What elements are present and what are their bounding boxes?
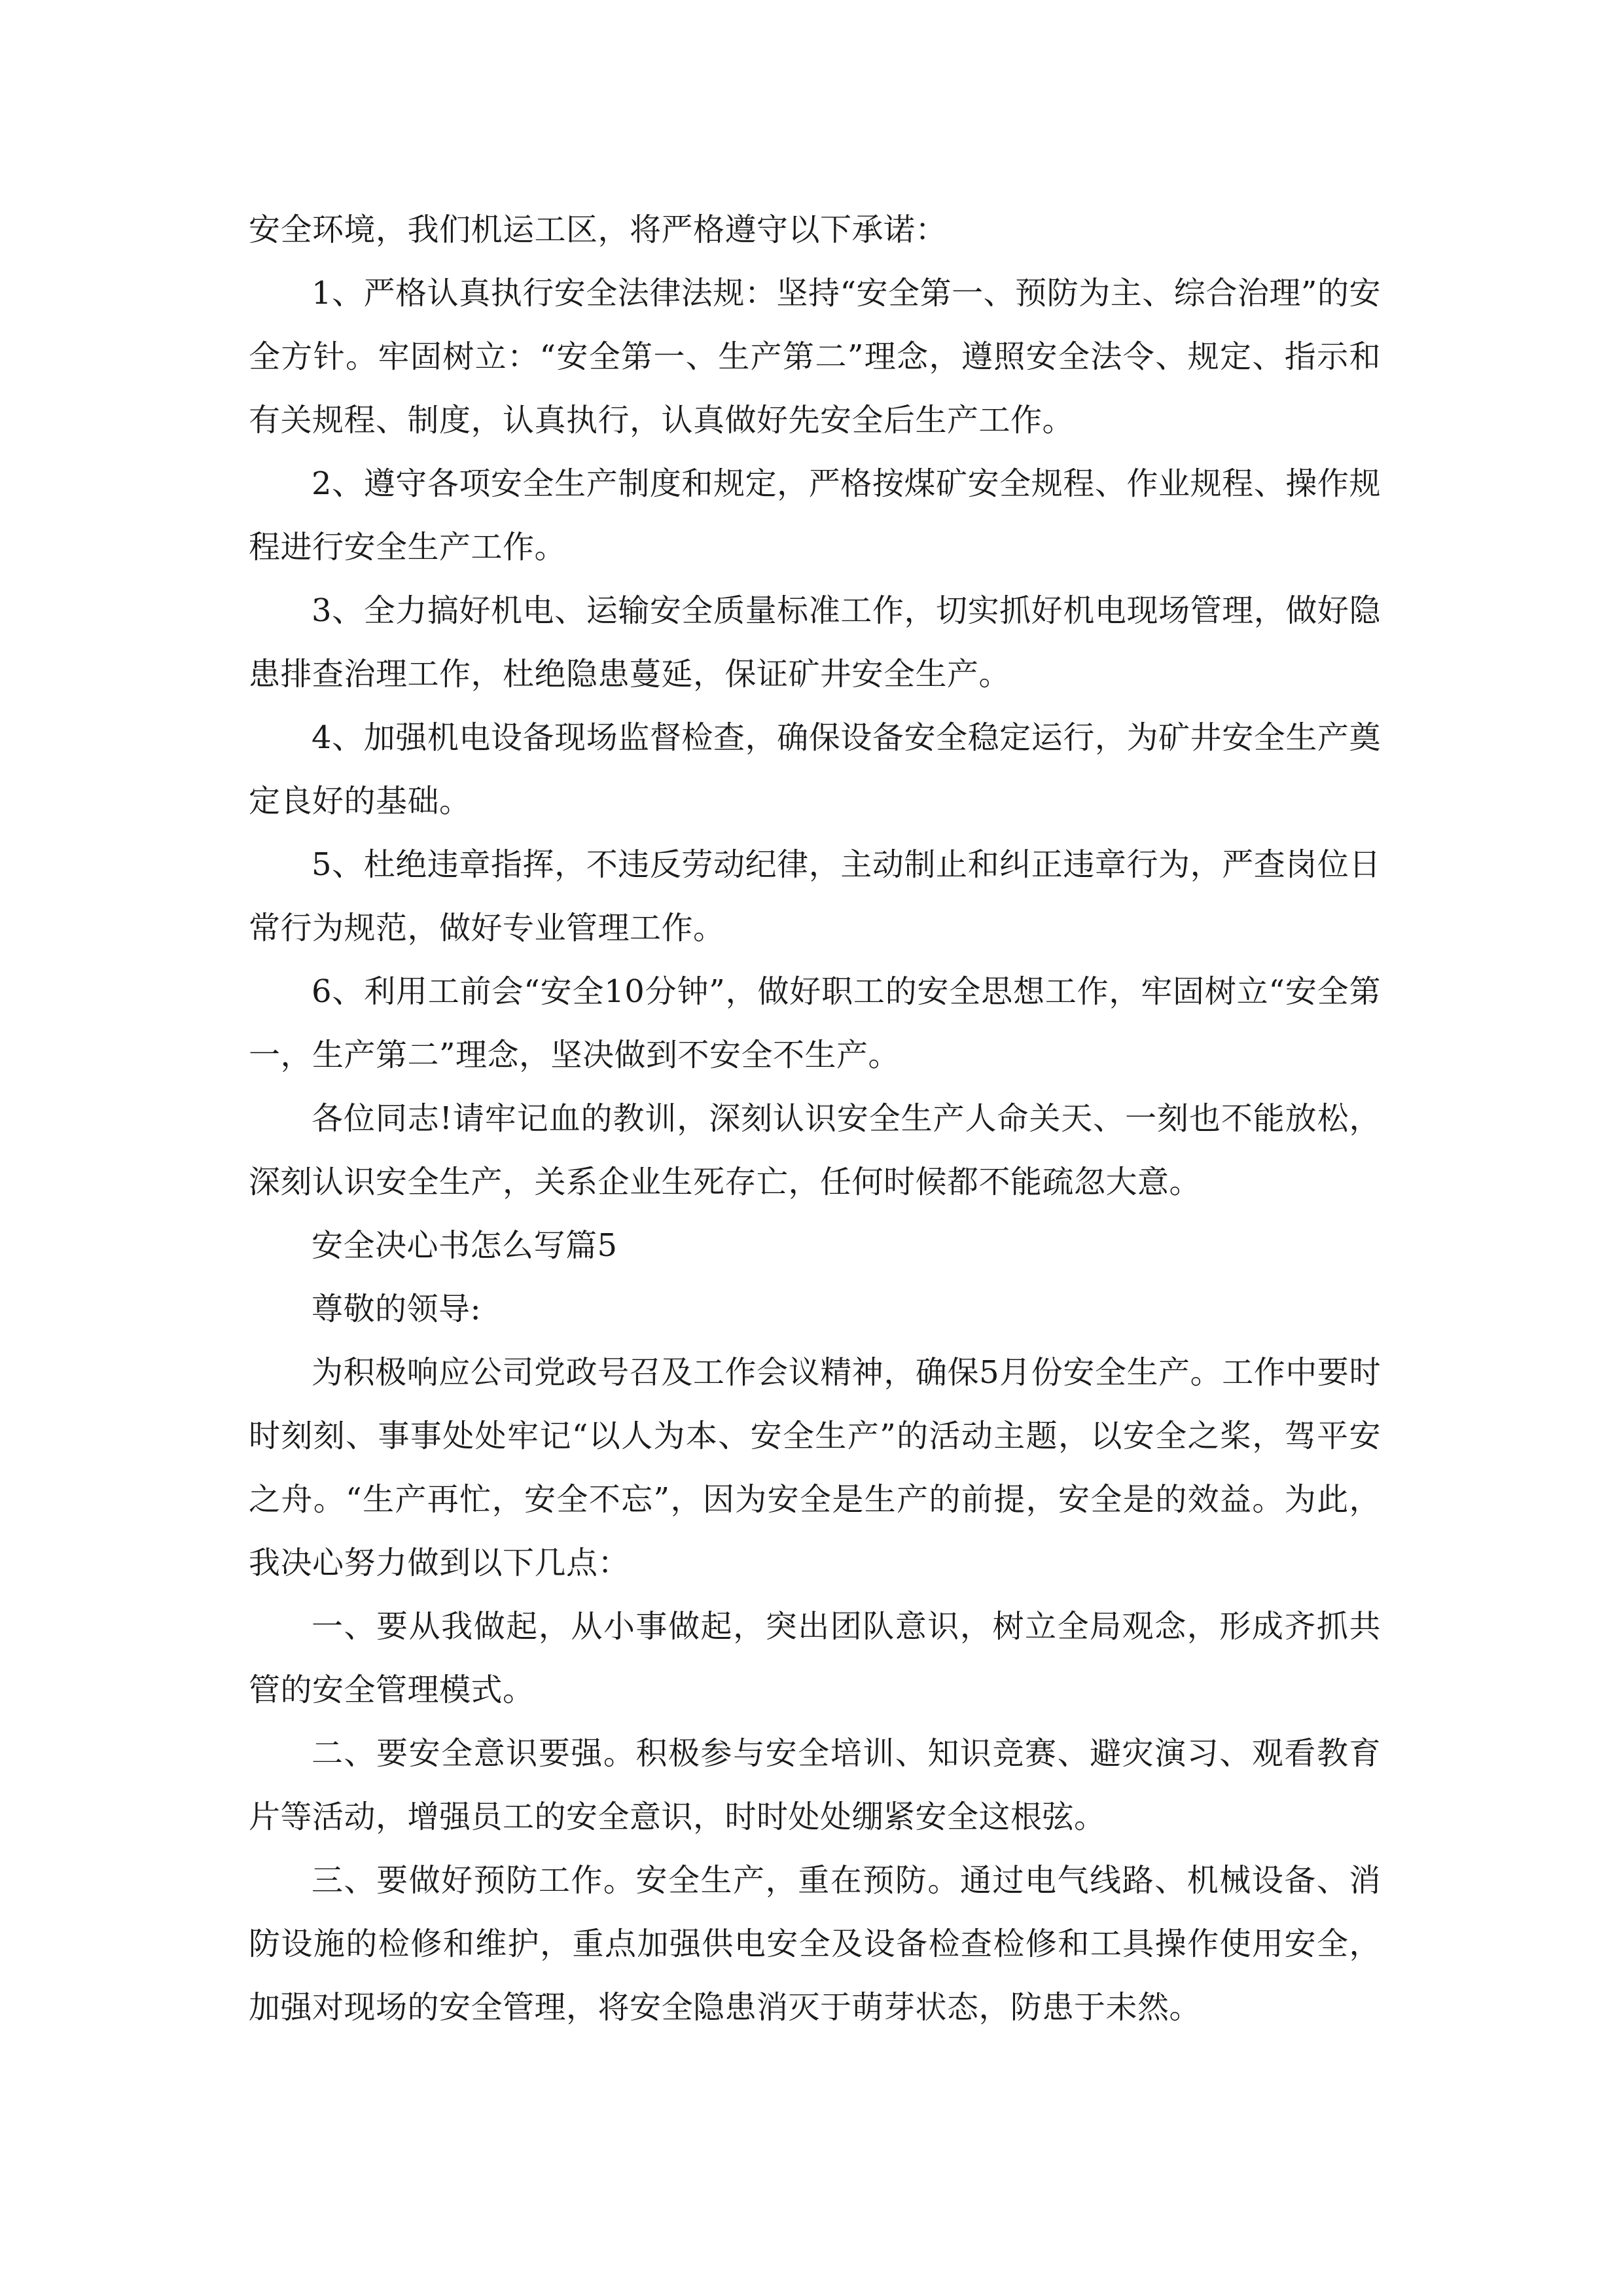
- paragraph-item-3: 3、全力搞好机电、运输安全质量标准工作，切实抓好机电现场管理，做好隐患排查治理工作，杜绝隐患蔓延，保证矿井安全生产。: [249, 592, 1381, 692]
- paragraph-point-2: 二、要安全意识要强。积极参与安全培训、知识竞赛、避灾演习、观看教育片等活动，增强员工的安全意识，时时处处绷紧安全这根弦。: [249, 1735, 1381, 1835]
- paragraph-item-5: 5、杜绝违章指挥，不违反劳动纪律，主动制止和纠正违章行为，严查岗位日常行为规范，做好专业管理工作。: [249, 846, 1381, 946]
- paragraph-point-1: 一、要从我做起，从小事做起，突出团队意识，树立全局观念，形成齐抓共管的安全管理模式。: [249, 1608, 1381, 1708]
- paragraph-intro: 安全环境，我们机运工区，将严格遵守以下承诺：: [249, 211, 948, 248]
- paragraph-item-2: 2、遵守各项安全生产制度和规定，严格按煤矿安全规程、作业规程、操作规程进行安全生产工作。: [249, 465, 1381, 565]
- section-heading: 安全决心书怎么写篇5: [312, 1227, 618, 1264]
- document-body: [249, 198, 1381, 2039]
- paragraph-body: 为积极响应公司党政号召及工作会议精神，确保5月份安全生产。工作中要时时刻刻、事事处处牢记“以人为本、安全生产”的活动主题，以安全之桨，驾平安之舟。“生产再忙，安全不忘”，因为安全是生产的前提，安全是的效益。为此，我决心努力做到以下几点：: [249, 1354, 1381, 1581]
- paragraph-item-4: 4、加强机电设备现场监督检查，确保设备安全稳定运行，为矿井安全生产奠定良好的基础。: [249, 719, 1381, 819]
- paragraph-closing: 各位同志!请牢记血的教训，深刻认识安全生产人命关天、一刻也不能放松，深刻认识安全生产，关系企业生死存亡，任何时候都不能疏忽大意。: [249, 1100, 1381, 1200]
- paragraph-point-3: 三、要做好预防工作。安全生产，重在预防。通过电气线路、机械设备、消防设施的检修和维护，重点加强供电安全及设备检查检修和工具操作使用安全，加强对现场的安全管理，将安全隐患消灭于萌芽状态，防患于未然。: [249, 1862, 1381, 2026]
- paragraph-item-1: 1、严格认真执行安全法律法规：坚持“安全第一、预防为主、综合治理”的安全方针。牢固树立：“安全第一、生产第二”理念，遵照安全法令、规定、指示和有关规程、制度，认真执行，认真做好先安全后生产工作。: [249, 275, 1381, 439]
- salutation: 尊敬的领导:: [312, 1291, 482, 1327]
- paragraph-item-6: 6、利用工前会“安全10分钟”，做好职工的安全思想工作，牢固树立“安全第一，生产第二”理念，坚决做到不安全不生产。: [249, 973, 1381, 1073]
